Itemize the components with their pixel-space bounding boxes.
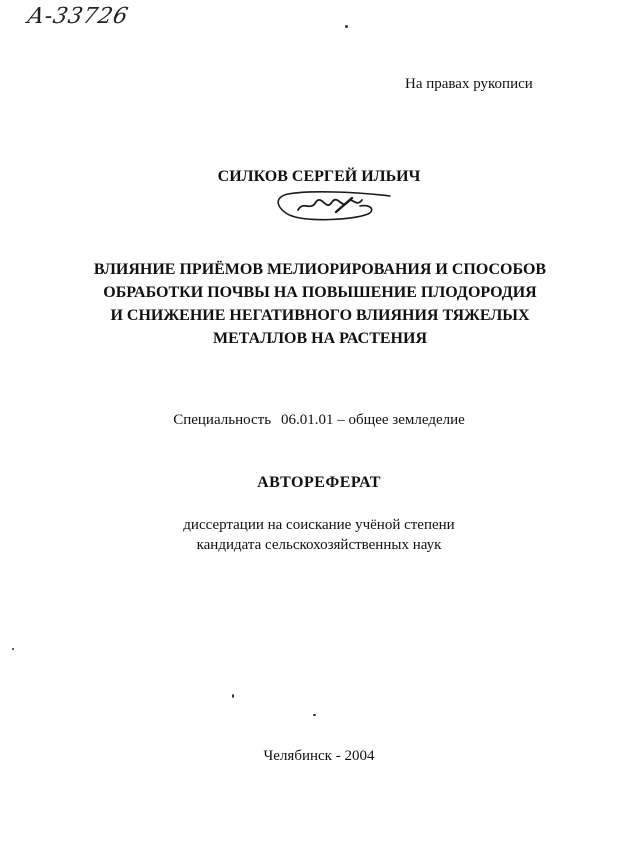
title-line: ВЛИЯНИЕ ПРИЁМОВ МЕЛИОРИРОВАНИЯ И СПОСОБОВ bbox=[93, 261, 547, 278]
author-name: СИЛКОВ СЕРГЕЙ ИЛЬИЧ bbox=[217, 168, 421, 185]
thesis-title bbox=[40, 258, 600, 350]
degree-line: диссертации на соискание учёной степени bbox=[183, 517, 455, 533]
archive-stamp: A-33726 bbox=[25, 4, 131, 29]
title-line: И СНИЖЕНИЕ НЕГАТИВНОГО ВЛИЯНИЯ ТЯЖЕЛЫХ bbox=[110, 307, 530, 324]
author-signature bbox=[240, 186, 400, 234]
city-year: Челябинск - 2004 bbox=[263, 748, 375, 764]
scan-speck bbox=[12, 648, 14, 650]
degree-line: кандидата сельскохозяйственных наук bbox=[196, 537, 442, 553]
degree-description bbox=[0, 515, 638, 555]
specialty-code: 06.01.01 – общее земледелие bbox=[281, 412, 465, 428]
scan-speck bbox=[345, 25, 348, 28]
scan-speck bbox=[232, 694, 234, 698]
document-type: АВТОРЕФЕРАТ bbox=[257, 474, 381, 491]
specialty-label: Специальность bbox=[173, 412, 272, 428]
title-line: МЕТАЛЛОВ НА РАСТЕНИЯ bbox=[213, 330, 427, 347]
rights-note: На правах рукописи bbox=[405, 76, 533, 92]
title-line: ОБРАБОТКИ ПОЧВЫ НА ПОВЫШЕНИЕ ПЛОДОРОДИЯ bbox=[103, 284, 537, 301]
specialty-line bbox=[0, 412, 638, 429]
scan-speck bbox=[313, 714, 316, 716]
